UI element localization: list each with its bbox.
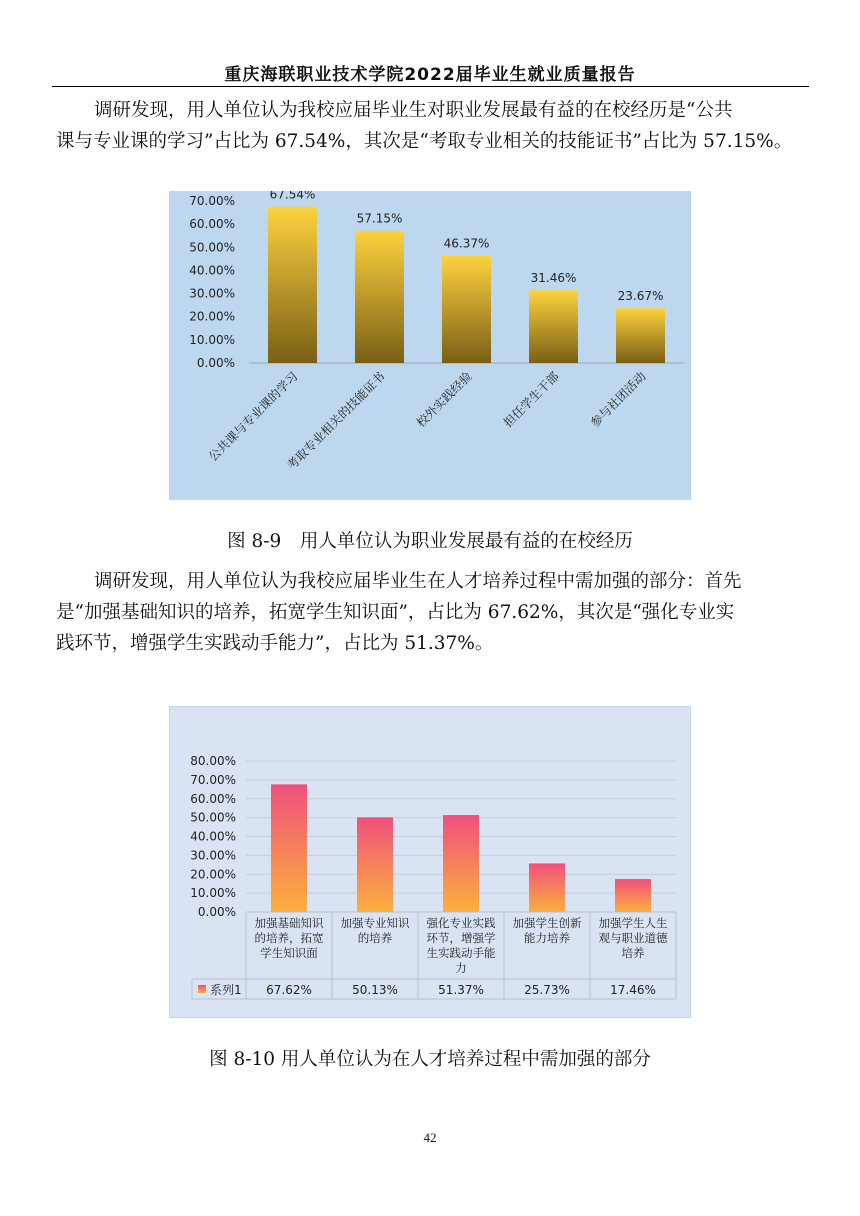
y-tick-label: 40.00% bbox=[190, 829, 236, 844]
category-label-line: 生实践动手能 bbox=[426, 946, 496, 960]
category-label-line: 力 bbox=[455, 961, 467, 975]
category-label-line: 加强学生人生 bbox=[598, 916, 668, 930]
legend-swatch bbox=[198, 985, 206, 993]
y-tick-label: 80.00% bbox=[190, 754, 236, 768]
figure-8-9-caption: 图 8-9 用人单位认为职业发展最有益的在校经历 bbox=[227, 531, 633, 552]
legend-series-label: 系列1 bbox=[210, 983, 242, 997]
y-tick-label: 60.00% bbox=[190, 791, 236, 806]
x-category-label: 担任学生干部 bbox=[500, 369, 562, 431]
bar bbox=[529, 290, 578, 363]
x-category-label bbox=[599, 916, 668, 960]
x-category-label bbox=[427, 916, 496, 975]
bar-chart-svg bbox=[169, 191, 691, 500]
y-tick-label: 70.00% bbox=[189, 194, 235, 208]
data-label: 31.46% bbox=[530, 271, 577, 286]
x-category-label: 考取专业相关的技能证书 bbox=[284, 369, 388, 473]
category-label-line: 的培养，拓宽 bbox=[254, 931, 324, 945]
category-label-line: 强化专业实践 bbox=[426, 916, 496, 930]
report-header-title: 重庆海联职业技术学院2022届毕业生就业质量报告 bbox=[224, 65, 636, 85]
paragraph-line: 调研发现，用人单位认为我校应届毕业生在人才培养过程中需加强的部分：首先 bbox=[94, 571, 742, 592]
figure-8-10-caption: 图 8-10 用人单位认为在人才培养过程中需加强的部分 bbox=[209, 1049, 651, 1070]
bar bbox=[271, 784, 307, 912]
y-tick-label: 30.00% bbox=[190, 848, 236, 863]
category-label-line: 加强专业知识 bbox=[340, 916, 410, 930]
category-label-line: 环节，增强学 bbox=[426, 931, 496, 945]
y-tick-label: 20.00% bbox=[190, 867, 236, 882]
category-label-line: 的培养 bbox=[357, 931, 393, 945]
category-label-line: 观与职业道德 bbox=[598, 931, 668, 945]
category-label-line: 培养 bbox=[621, 946, 645, 960]
bar bbox=[442, 256, 491, 363]
x-category-label bbox=[341, 916, 410, 945]
x-category-label bbox=[255, 916, 324, 960]
category-label-line: 加强学生创新 bbox=[512, 916, 582, 930]
x-category-label: 参与社团活动 bbox=[587, 369, 649, 431]
paragraph-1 bbox=[56, 95, 812, 157]
x-category-label bbox=[513, 916, 582, 945]
table-value: 50.13% bbox=[352, 983, 398, 997]
paragraph-line: 调研发现，用人单位认为我校应届毕业生对职业发展最有益的在校经历是“公共 bbox=[94, 100, 733, 121]
category-label-line: 能力培养 bbox=[524, 931, 570, 945]
data-label: 57.15% bbox=[356, 211, 403, 226]
figure-8-9-chart bbox=[169, 191, 691, 500]
y-tick-label: 10.00% bbox=[190, 886, 236, 901]
page-number: 42 bbox=[423, 1130, 437, 1145]
y-tick-label: 60.00% bbox=[189, 217, 235, 232]
table-value: 67.62% bbox=[266, 983, 312, 997]
y-tick-label: 50.00% bbox=[189, 240, 235, 255]
bar bbox=[443, 815, 479, 912]
paragraph-line: 践环节，增强学生实践动手能力”，占比为 51.37%。 bbox=[56, 633, 494, 654]
bar bbox=[357, 817, 393, 912]
paragraph-line: 是“加强基础知识的培养，拓宽学生知识面”，占比为 67.62%，其次是“强化专业实 bbox=[56, 602, 735, 623]
data-label: 46.37% bbox=[443, 236, 490, 251]
y-tick-label: 70.00% bbox=[190, 772, 236, 787]
table-value: 17.46% bbox=[610, 983, 656, 997]
table-value: 25.73% bbox=[524, 983, 570, 997]
data-label: 67.54% bbox=[269, 191, 316, 202]
paragraph-line: 课与专业课的学习”占比为 67.54%，其次是“考取专业相关的技能证书”占比为 57.15%。 bbox=[56, 131, 793, 152]
bar bbox=[268, 207, 317, 363]
figure-8-10-chart bbox=[169, 706, 691, 1018]
y-tick-label: 20.00% bbox=[189, 309, 235, 324]
header-divider bbox=[52, 86, 809, 87]
data-label: 23.67% bbox=[617, 289, 664, 304]
x-category-label: 校外实践经验 bbox=[413, 369, 475, 431]
y-tick-label: 40.00% bbox=[189, 263, 235, 278]
bar-chart-svg bbox=[170, 707, 690, 1017]
table-value: 51.37% bbox=[438, 983, 484, 997]
paragraph-2 bbox=[56, 566, 812, 659]
category-label-line: 学生知识面 bbox=[260, 946, 318, 960]
category-label-line: 加强基础知识 bbox=[254, 916, 324, 930]
bar bbox=[615, 879, 651, 912]
bar bbox=[529, 863, 565, 912]
bar bbox=[355, 231, 404, 363]
y-tick-label: 50.00% bbox=[190, 810, 236, 825]
x-category-label: 公共课与专业课的学习 bbox=[205, 369, 301, 464]
y-tick-label: 0.00% bbox=[196, 356, 235, 370]
y-tick-label: 10.00% bbox=[189, 332, 235, 347]
y-tick-label: 0.00% bbox=[197, 905, 236, 919]
y-tick-label: 30.00% bbox=[189, 286, 235, 301]
bar bbox=[616, 308, 665, 363]
